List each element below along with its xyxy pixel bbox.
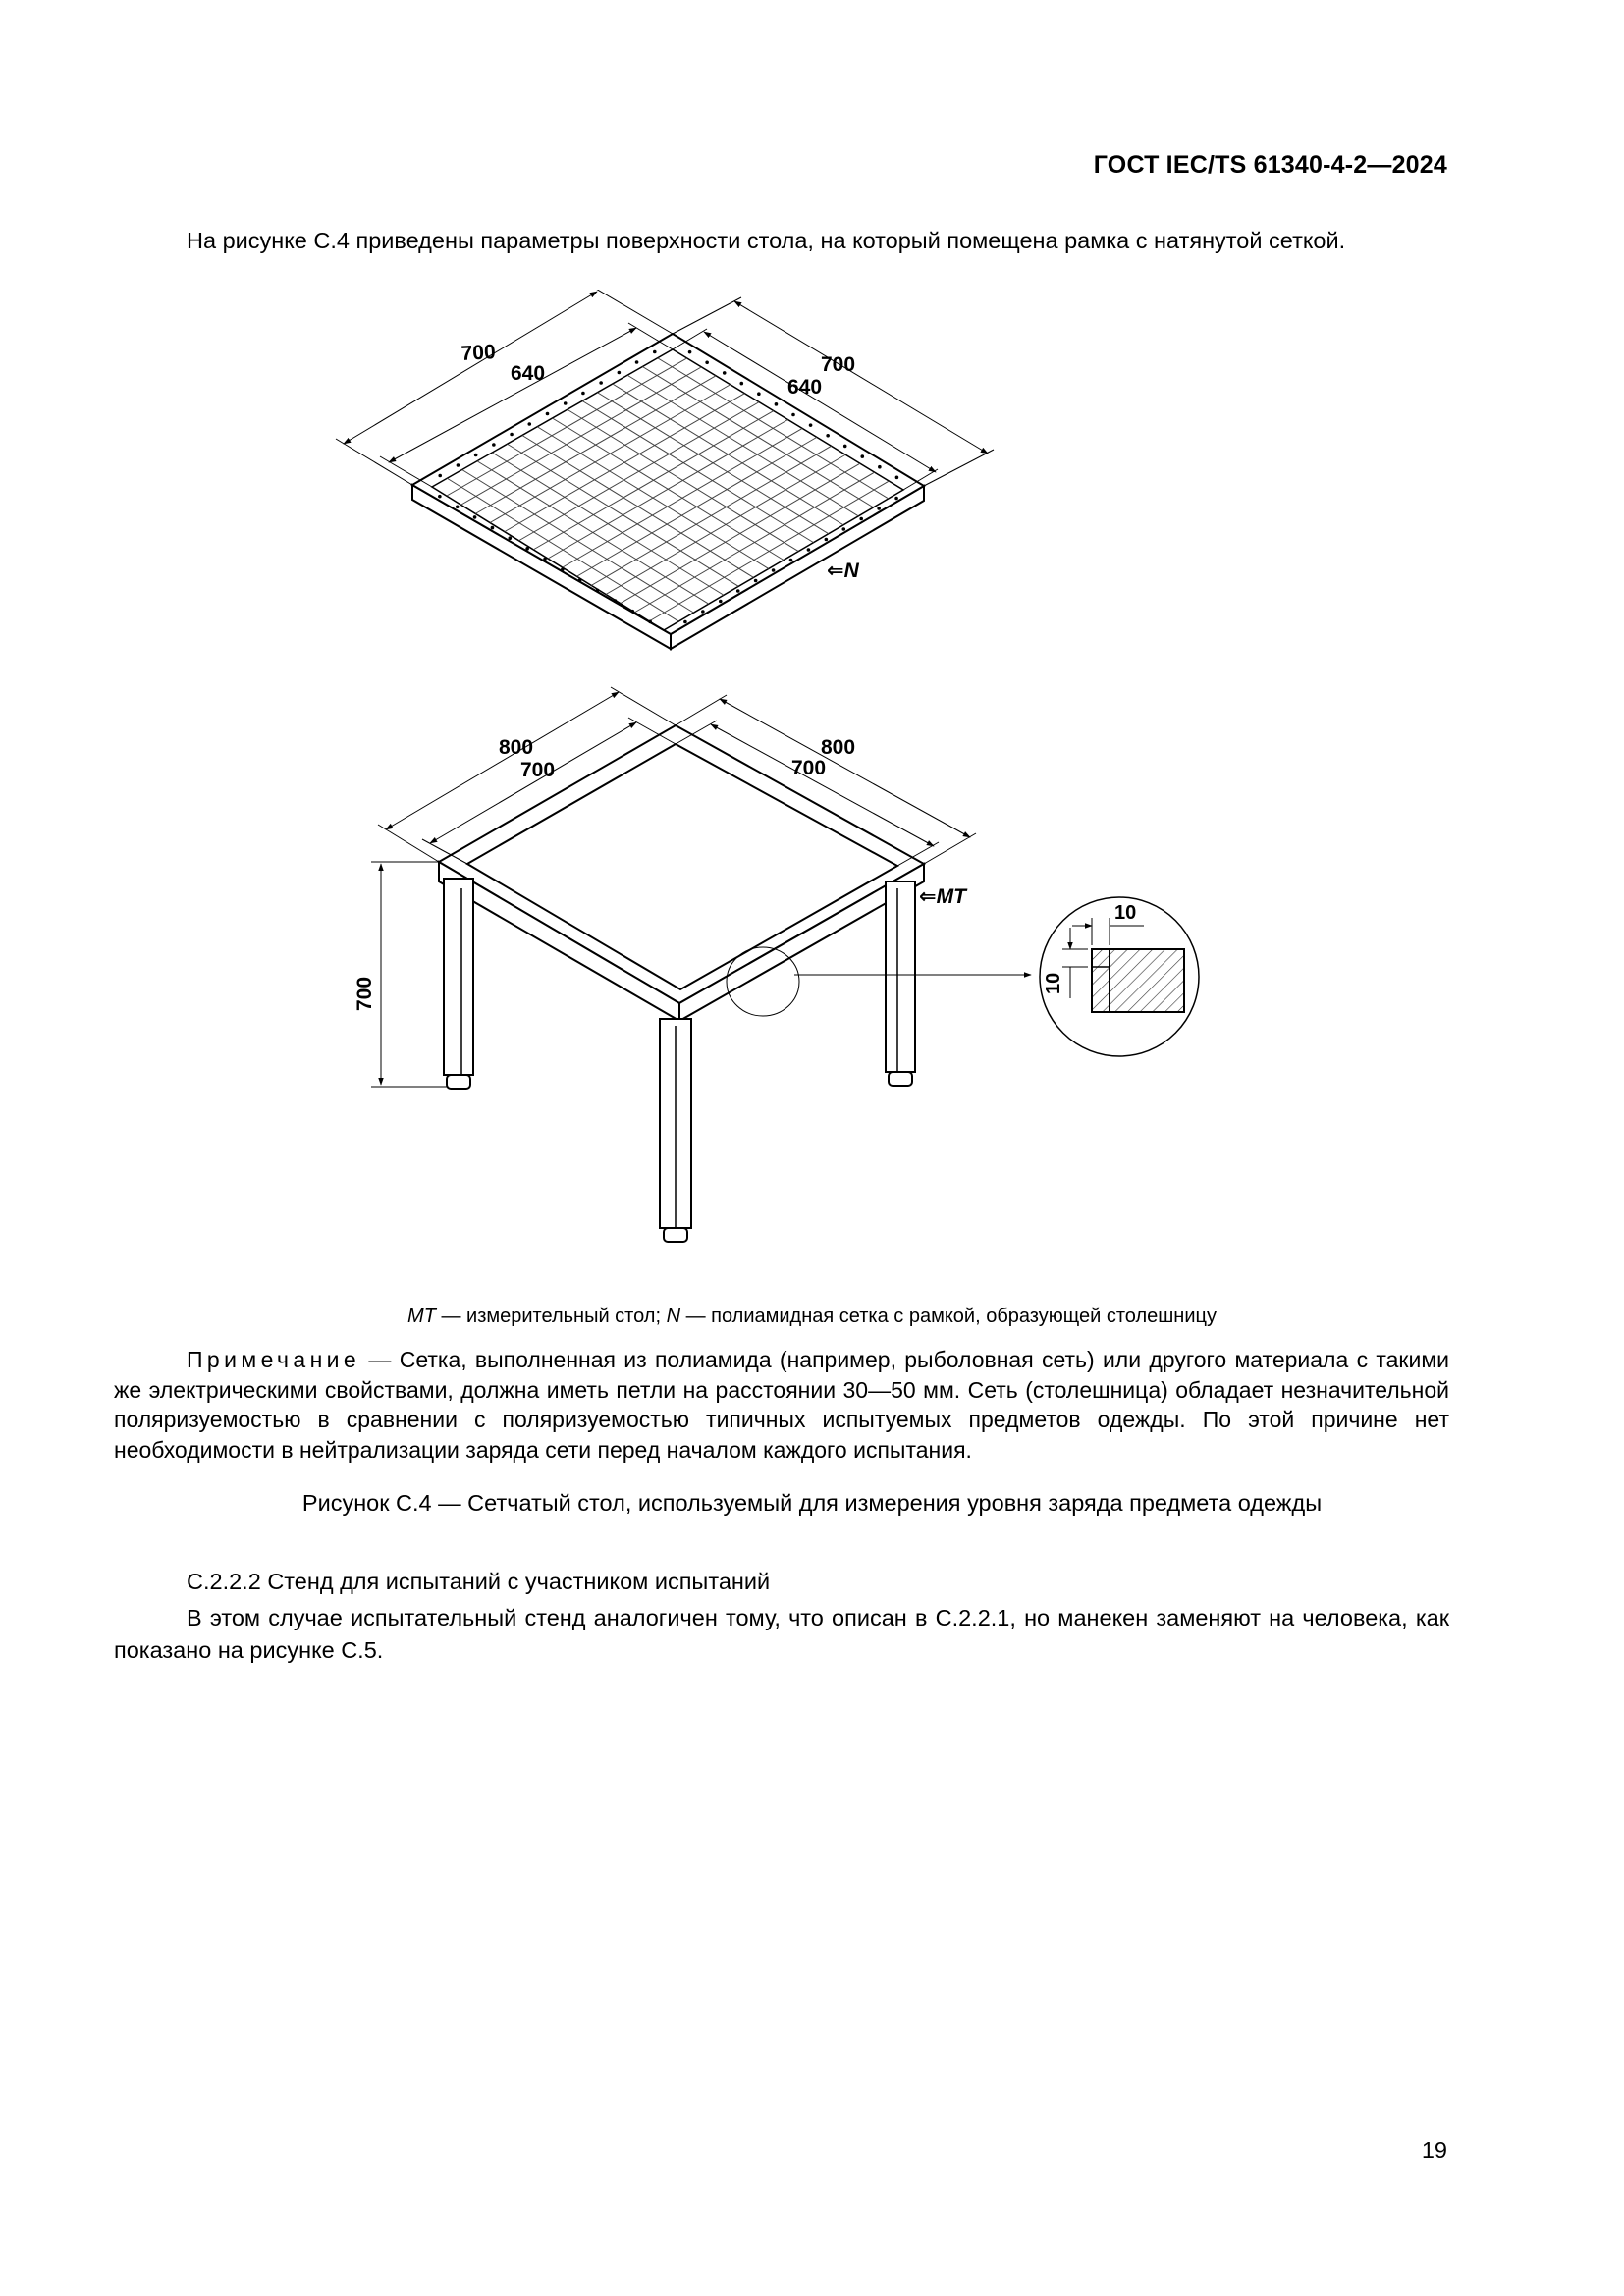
- frame-hole: [527, 422, 531, 426]
- figure-legend: [0, 1306, 1624, 1328]
- subsection-heading: [187, 1569, 770, 1595]
- body-paragraph: [114, 1602, 1449, 1667]
- frame-hole: [701, 610, 705, 614]
- frame-hole: [775, 402, 779, 406]
- frame-hole: [736, 589, 740, 593]
- frame-hole: [491, 526, 495, 530]
- frame-hole: [508, 536, 512, 540]
- frame-hole: [618, 371, 622, 375]
- note-text: — Сетка, выполненная из полиамида (например, рыболовная сеть) или другого материала с такими же электрическими свойствами, должна иметь петли на расстоянии 30—50 мм. Сеть (столешница) обладает незначительной поляризуемостью в сравнении с поляризуемостью типичных испытуемых предметов одежды. По этой причине нет необходимости в нейтрализации заряда сети перед началом каждого испытания.: [114, 1347, 1449, 1463]
- frame-hole: [719, 600, 723, 604]
- frame-hole: [438, 495, 442, 499]
- frame-hole: [825, 538, 829, 542]
- document-code: ГОСТ IEC/TS 61340-4-2—2024: [1093, 151, 1447, 179]
- frame-hole: [581, 392, 585, 396]
- frame-hole: [705, 360, 709, 364]
- legend-n-text: — полиамидная сетка с рамкой, образующей столешницу: [680, 1306, 1217, 1327]
- frame-hole: [878, 465, 882, 469]
- legend-n-symbol: N: [666, 1306, 681, 1327]
- frame-hole: [525, 547, 529, 551]
- frame-hole: [754, 579, 758, 583]
- frame-hole: [561, 567, 565, 571]
- page-number: 19: [1421, 2137, 1447, 2163]
- frame-hole: [546, 412, 550, 416]
- figure-drawing: [0, 290, 1624, 1301]
- frame-hole: [614, 599, 618, 603]
- frame-hole: [635, 360, 639, 364]
- body-paragraph-text: В этом случае испытательный стенд аналогичен тому, что описан в С.2.2.1, но манекен заменяют на человека, как показано на рисунке С.5.: [114, 1605, 1449, 1663]
- frame-dim-right-inner: 640: [787, 376, 823, 399]
- figure-note: [114, 1345, 1449, 1465]
- frame-hole: [723, 371, 727, 375]
- frame-hole: [807, 548, 811, 552]
- frame-hole: [789, 559, 793, 562]
- frame-hole: [457, 463, 460, 467]
- frame-hole: [630, 610, 634, 614]
- frame-hole: [653, 350, 657, 354]
- frame-hole: [492, 443, 496, 447]
- frame-hole: [474, 454, 478, 457]
- frame-hole: [791, 413, 795, 417]
- frame-hole: [648, 620, 652, 624]
- note-label: Примечание: [187, 1347, 361, 1372]
- frame-hole: [826, 434, 830, 438]
- table-dim-right-outer: 800: [821, 736, 856, 759]
- table-dim-left-outer: 800: [499, 736, 534, 759]
- frame-dim-left-inner: 640: [511, 362, 546, 385]
- intro-paragraph: На рисунке С.4 приведены параметры поверхности стола, на который помещена рамка с натянутой сеткой.: [187, 228, 1346, 253]
- frame-hole: [860, 454, 864, 458]
- detail-dim-height: 10: [1043, 972, 1064, 994]
- frame-hole: [757, 392, 761, 396]
- subsection-title: Стенд для испытаний с участником испытаний: [267, 1569, 771, 1594]
- frame-hole: [578, 578, 582, 582]
- figure-c4: [0, 290, 1624, 1306]
- frame-hole: [564, 401, 568, 405]
- frame-hole: [510, 433, 514, 437]
- figure-caption: Рисунок С.4 — Сетчатый стол, используемый для измерения уровня заряда предмета одежды: [301, 1490, 1323, 1516]
- frame-dim-right-outer: 700: [821, 353, 856, 376]
- frame-hole: [438, 474, 442, 478]
- subsection-number: С.2.2.2: [187, 1569, 261, 1594]
- frame-hole: [683, 620, 687, 624]
- frame-hole: [859, 517, 863, 521]
- measuring-table: [439, 725, 924, 1242]
- table-dim-height: 700: [353, 976, 376, 1011]
- detail-dim-width: 10: [1114, 902, 1137, 924]
- frame-hole: [877, 507, 881, 510]
- table-dim-right-inner: 700: [791, 757, 827, 779]
- frame-hole: [809, 423, 813, 427]
- frame-hole: [456, 505, 460, 508]
- table-label: ⇐MT: [919, 885, 966, 908]
- frame-hole: [843, 445, 847, 449]
- frame-hole: [596, 589, 600, 593]
- legend-mt-symbol: MT: [407, 1306, 436, 1327]
- frame-hole: [473, 515, 477, 519]
- frame-hole: [841, 527, 845, 531]
- mesh-frame: [412, 334, 924, 649]
- frame-hole: [688, 350, 692, 354]
- frame-hole: [543, 558, 547, 561]
- frame-label: ⇐N: [827, 560, 859, 582]
- frame-dim-left-outer: 700: [460, 341, 497, 365]
- frame-hole: [895, 476, 899, 480]
- frame-hole: [772, 568, 776, 572]
- legend-mt-text: — измерительный стол;: [435, 1306, 667, 1327]
- frame-hole: [894, 497, 898, 501]
- frame-hole: [739, 382, 743, 386]
- table-dim-left-inner: 700: [520, 759, 556, 781]
- frame-hole: [599, 381, 603, 385]
